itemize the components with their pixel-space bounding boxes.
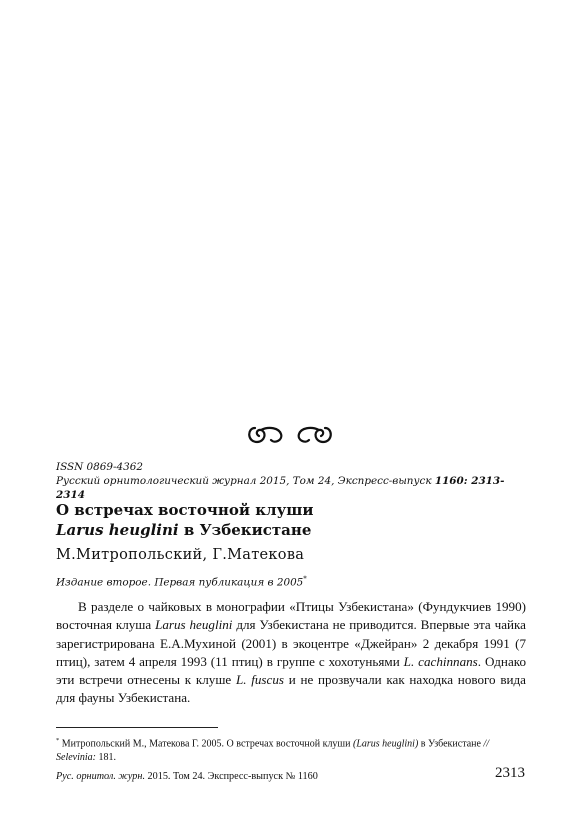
body-text-a: В разделе о чайковых в монографии «Птицы Узбекистана» (Фундукчиев 1990) восточная клуша [56,599,526,633]
journal-name: Русский орнитологический журнал 2015, Том 24, Экспресс-выпуск [56,475,435,487]
issue-number: 1160 [434,475,464,487]
footer-issue-info: 2015. Том 24. Экспресс-выпуск № 1160 [145,771,318,782]
footer-journal-abbr: Рус. орнитол. журн. [56,771,145,782]
authors: М.Митропольский, Г.Матекова [56,547,305,563]
body-text-b: для Узбекистана не приводится. Впервые эта чайка зарегистрирована Е.А.Мухиной (2001) в экоцентре «Джейран» 2 декабря 1991 (7 птиц), затем 4 апреля 1993 (11 птиц) в группе с хохотуньями [56,617,526,669]
page-footer [56,770,318,784]
body-paragraph [56,598,526,708]
footnote-divider [56,727,218,728]
footnote-latin: (Larus heuglini) [353,738,419,750]
ornament-glyphs [0,420,580,454]
latin-name-fuscus: L. fuscus [235,672,284,688]
fleuron-icon [245,420,335,448]
article-title [56,500,526,540]
edition-footnote-mark: * [303,575,307,583]
title-line-1: О встречах восточной клуши [56,501,314,519]
footnote-text-a: Митропольский М., Матекова Г. 2005. О встречах восточной клуши [59,738,353,750]
footnote [56,734,526,764]
footnote-source: // Selevinia: [56,738,489,763]
journal-pages: : 2313-2314 [56,475,505,501]
page-number: 2313 [495,765,525,781]
edition-text: Издание второе. Первая публикация в 2005 [56,576,304,589]
body-text-c: . Однако эти встречи отнесены к клуше [56,653,526,688]
title-line-2 [56,520,526,540]
footnote-text-b: в Узбекистане [418,738,484,750]
footnote-text-c: 181. [95,751,116,763]
body-text-d: и не прозвучали как находка нового вида для фауны Узбекистана. [56,672,526,706]
latin-name-cachinnans: L. cachinnans [403,653,478,669]
edition-note [56,572,307,589]
journal-citation [56,474,526,502]
issn-line: ISSN 0869-4362 [56,461,143,473]
title-latin-name: Larus heuglini [56,521,179,539]
latin-name-heuglini: Larus heuglini [155,617,233,633]
title-line-2-rest: в Узбекистане [178,521,312,539]
footnote-mark: * [56,737,60,744]
